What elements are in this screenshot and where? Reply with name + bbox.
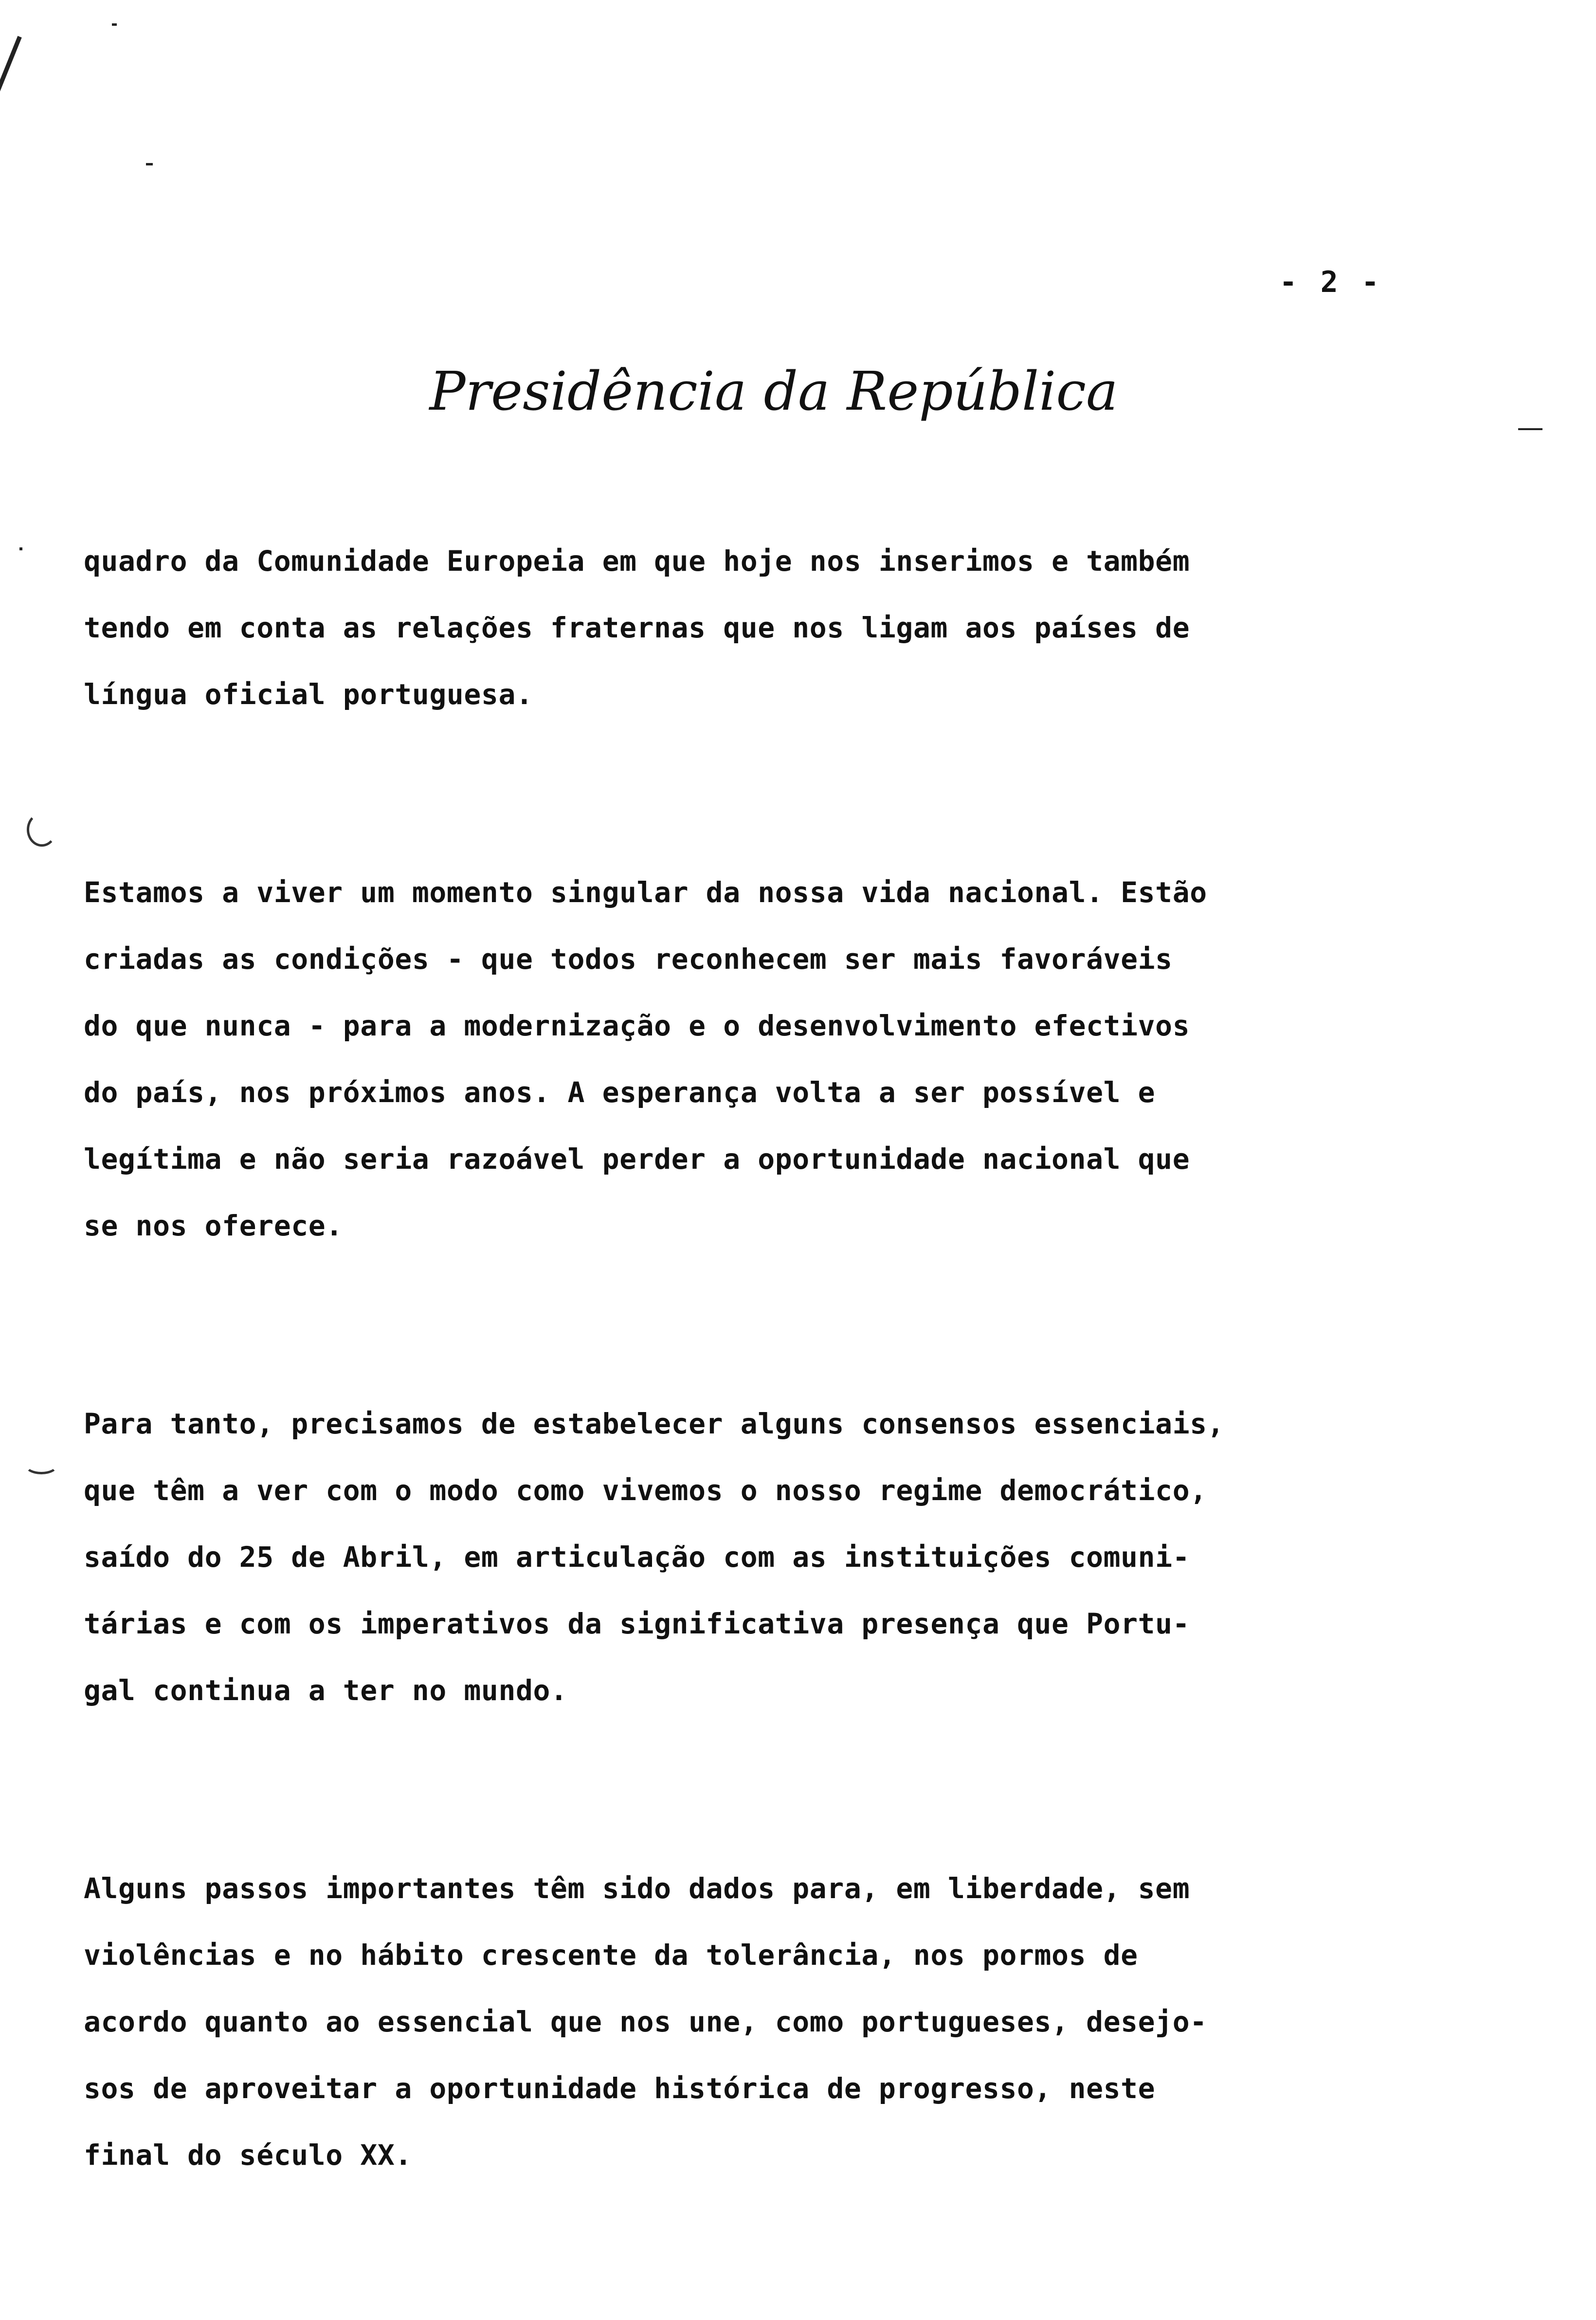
letterhead-title: Presidência da República [429, 360, 1118, 422]
text-line: final do século XX. [84, 2139, 412, 2172]
scan-mark [1518, 428, 1542, 430]
text-line: quadro da Comunidade Europeia em que hoje nos inserimos e também [84, 544, 1190, 578]
scan-mark [146, 163, 153, 165]
scan-mark [19, 547, 22, 550]
paragraph-4 [84, 1855, 1495, 2189]
page-number: - 2 - [1279, 265, 1382, 299]
scan-mark [0, 36, 22, 105]
text-line: Alguns passos importantes têm sido dados para, em liberdade, sem [84, 1872, 1190, 1905]
text-line: língua oficial portuguesa. [84, 678, 533, 711]
text-line: se nos oferece. [84, 1209, 343, 1242]
text-line: violências e no hábito crescente da tolerância, nos pormos de [84, 1939, 1138, 1972]
text-line: saído do 25 de Abril, em articulação com as instituições comuni- [84, 1541, 1190, 1574]
text-line: que têm a ver com o modo como vivemos o nosso regime democrático, [84, 1474, 1207, 1507]
text-line: tendo em conta as relações fraternas que nos ligam aos países de [84, 611, 1190, 644]
margin-bracket-mark [27, 813, 57, 847]
text-line: do que nunca - para a modernização e o desenvolvimento efectivos [84, 1009, 1190, 1042]
paragraph-3 [84, 1391, 1495, 1724]
text-line: do país, nos próximos anos. A esperança volta a ser possível e [84, 1076, 1156, 1109]
text-line: gal continua a ter no mundo. [84, 1674, 568, 1707]
paragraph-1 [84, 528, 1495, 728]
scan-mark [112, 23, 117, 26]
margin-bracket-mark [24, 1455, 58, 1474]
text-line: legítima e não seria razoável perder a oportunidade nacional que [84, 1142, 1190, 1176]
text-line: Estamos a viver um momento singular da nossa vida nacional. Estão [84, 876, 1207, 909]
text-line: sos de aproveitar a oportunidade histórica de progresso, neste [84, 2072, 1156, 2105]
text-line: criadas as condições - que todos reconhecem ser mais favoráveis [84, 942, 1173, 976]
paragraph-2 [84, 859, 1495, 1259]
document-body [84, 528, 1495, 2320]
text-line: Para tanto, precisamos de estabelecer alguns consensos essenciais, [84, 1407, 1225, 1440]
text-line: acordo quanto ao essencial que nos une, como portugueses, desejo- [84, 2005, 1207, 2038]
text-line: tárias e com os imperativos da significativa presença que Portu- [84, 1607, 1190, 1640]
